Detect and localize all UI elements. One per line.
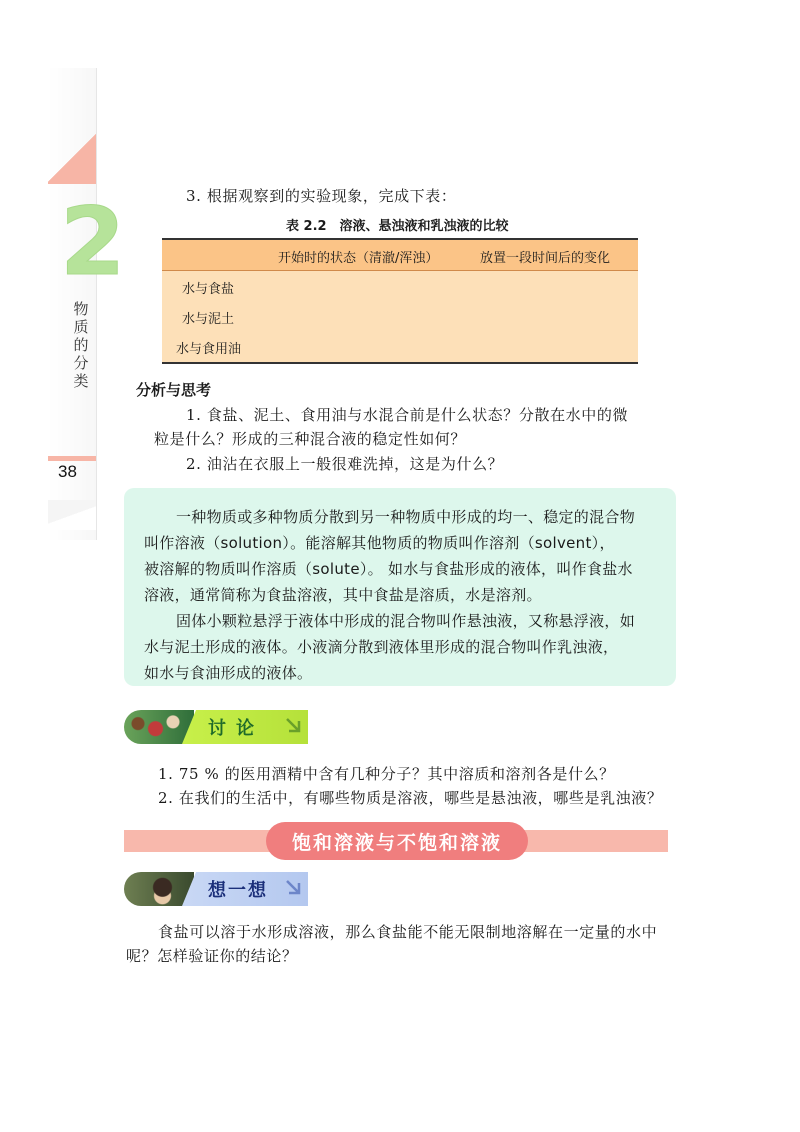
definition-line: 溶液，通常简称为食盐溶液，其中食盐是溶质，水是溶剂。 — [144, 586, 542, 604]
discussion-banner — [124, 708, 308, 746]
table-header-row — [162, 240, 638, 271]
definition-line: 叫作溶液（solution）。能溶解其他物质的物质叫作溶剂（solvent）， — [144, 534, 615, 552]
think-banner-text: 想一想 — [208, 880, 268, 901]
analysis-question-1-line2: 粒是什么？形成的三种混合液的稳定性如何？ — [154, 430, 467, 448]
student-photo — [124, 872, 194, 906]
page-number-bar — [48, 456, 96, 461]
table-row-label: 水与泥土 — [182, 312, 235, 327]
students-photo — [124, 710, 194, 744]
table-caption: 表 2.2 溶液、悬浊液和乳浊液的比较 — [286, 219, 509, 234]
definition-line: 一种物质或多种物质分散到另一种物质中形成的均一、稳定的混合物 — [176, 508, 636, 526]
definition-line: 固体小颗粒悬浮于液体中形成的混合物叫作悬浊液，又称悬浮液，如 — [176, 612, 636, 630]
arrow-down-right-icon — [284, 878, 304, 898]
chapter-number: 2 — [60, 188, 126, 297]
page-number: 38 — [58, 462, 77, 481]
analysis-question-2: 2. 油沾在衣服上一般很难洗掉，这是为什么？ — [186, 455, 504, 473]
section-heading: 饱和溶液与不饱和溶液 — [291, 832, 502, 854]
table-row-label: 水与食盐 — [182, 282, 235, 297]
table-row-label: 水与食用油 — [176, 342, 242, 357]
table-header-cell: 放置一段时间后的变化 — [480, 251, 611, 266]
think-question-line2: 呢？怎样验证你的结论？ — [126, 947, 298, 965]
arrow-down-right-icon — [284, 716, 304, 736]
definition-line: 水与泥土形成的液体。小液滴分散到液体里形成的混合物叫作乳浊液， — [144, 638, 619, 656]
definition-box — [124, 488, 676, 686]
definition-line: 被溶解的物质叫作溶质（solute）。 如水与食盐形成的液体，叫作食盐水 — [144, 560, 633, 578]
step-3-text: 3. 根据观察到的实验现象，完成下表： — [186, 187, 457, 205]
chapter-title: 物质的分类 — [73, 300, 89, 390]
page-corner-fold — [48, 500, 96, 530]
comparison-table — [162, 238, 638, 364]
think-question-line1: 食盐可以溶于水形成溶液，那么食盐能不能无限制地溶解在一定量的水中 — [158, 923, 658, 941]
think-banner — [124, 870, 308, 908]
chapter-corner-tab — [48, 132, 96, 184]
discussion-question-1: 1. 75 % 的医用酒精中含有几种分子？其中溶质和溶剂各是什么？ — [158, 765, 615, 783]
discussion-banner-text: 讨论 — [208, 718, 264, 739]
definition-line: 如水与食油形成的液体。 — [144, 664, 313, 682]
discussion-question-2: 2. 在我们的生活中，有哪些物质是溶液，哪些是悬浊液，哪些是乳浊液？ — [158, 789, 663, 807]
table-header-cell: 开始时的状态（清澈/浑浊） — [278, 251, 439, 266]
analysis-title: 分析与思考 — [136, 381, 212, 399]
analysis-question-1-line1: 1. 食盐、泥土、食用油与水混合前是什么状态？分散在水中的微 — [186, 406, 629, 424]
